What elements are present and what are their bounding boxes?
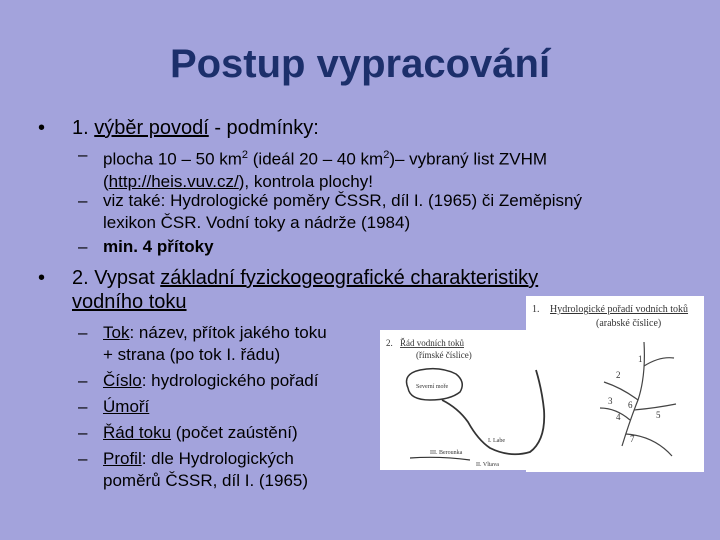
sub-dash: – <box>78 191 88 210</box>
bullet-dot: • <box>38 117 46 139</box>
figure-1-subtitle: (arabské číslice) <box>596 318 662 329</box>
bullet-1-number: 1. <box>72 117 89 139</box>
figure-1-title: Hydrologické pořadí vodních toků <box>550 304 689 315</box>
sub-dash: – <box>78 237 88 256</box>
bullet-dot: • <box>38 267 46 289</box>
sub-dash: – <box>78 371 88 390</box>
figure-stream-order <box>380 330 560 470</box>
bullet-1-rest: - podmínky: <box>208 117 319 139</box>
sub-item-umori: Úmoří <box>103 397 150 416</box>
figure-1-label: 5 <box>656 410 661 420</box>
figure-1-number: 1. <box>532 304 540 315</box>
figure-2-lake-label: Severní moře <box>416 384 449 390</box>
figure-2-number: 2. <box>386 338 393 348</box>
figure-1-label: 3 <box>608 396 613 406</box>
sub-dash: – <box>78 397 88 416</box>
sub-item-tok: Tok: název, přítok jakého toku + strana (po tok I. řádu) <box>103 323 327 364</box>
bullet-1 <box>72 116 319 140</box>
sub-dash: – <box>78 449 88 468</box>
sub-item-area-line2: (http://heis.vuv.cz/), kontrola plochy! <box>103 171 373 191</box>
figure-2-vltava-label: II. Vltava <box>476 462 499 468</box>
sub-dash: – <box>78 145 88 164</box>
bullet-2: 2. Vypsat základní fyzickogeografické charakteristiky vodního toku <box>72 267 539 313</box>
figure-1-label: 7 <box>630 434 635 444</box>
sub-dash: – <box>78 423 88 442</box>
figure-2-berounka-label: III. Berounka <box>430 450 463 456</box>
figure-1-label: 4 <box>616 412 621 422</box>
sub-item-profil: Profil: dle Hydrologických poměrů ČSSR, díl I. (1965) <box>103 449 309 490</box>
figure-1-label: 2 <box>616 370 621 380</box>
figure-2-drawing <box>380 330 560 470</box>
figure-2-title: Řád vodních toků <box>400 338 464 348</box>
bullet-1-underlined: výběr povodí <box>94 117 209 139</box>
sub-item-rad: Řád toku (počet zaústění) <box>103 423 298 442</box>
figure-2-labe-label: I. Labe <box>488 438 505 444</box>
sub-dash: – <box>78 323 88 342</box>
slide-title: Postup vypracování <box>169 42 551 86</box>
sub-item-area <box>103 144 703 193</box>
figure-2-subtitle: (římské číslice) <box>416 350 472 360</box>
sub-item-cislo: Číslo: hydrologického pořadí <box>103 371 319 390</box>
sub-item-reference: viz také: Hydrologické poměry ČSSR, díl I. (1965) či Zeměpisný lexikon ČSR. Vodní toky a nádrže (1984) <box>103 191 583 232</box>
heis-link[interactable]: http://heis.vuv.cz/ <box>108 171 239 191</box>
figure-1-label: 6 <box>628 400 633 410</box>
sub-item-tributaries: min. 4 přítoky <box>103 237 214 256</box>
sub-item-area-line1: plocha 10 – 50 $km^2$ (ideál 20 – 40 $km^2)-$ vybraný list ZVHM <box>103 149 548 169</box>
figure-1-label: 1 <box>638 354 643 364</box>
